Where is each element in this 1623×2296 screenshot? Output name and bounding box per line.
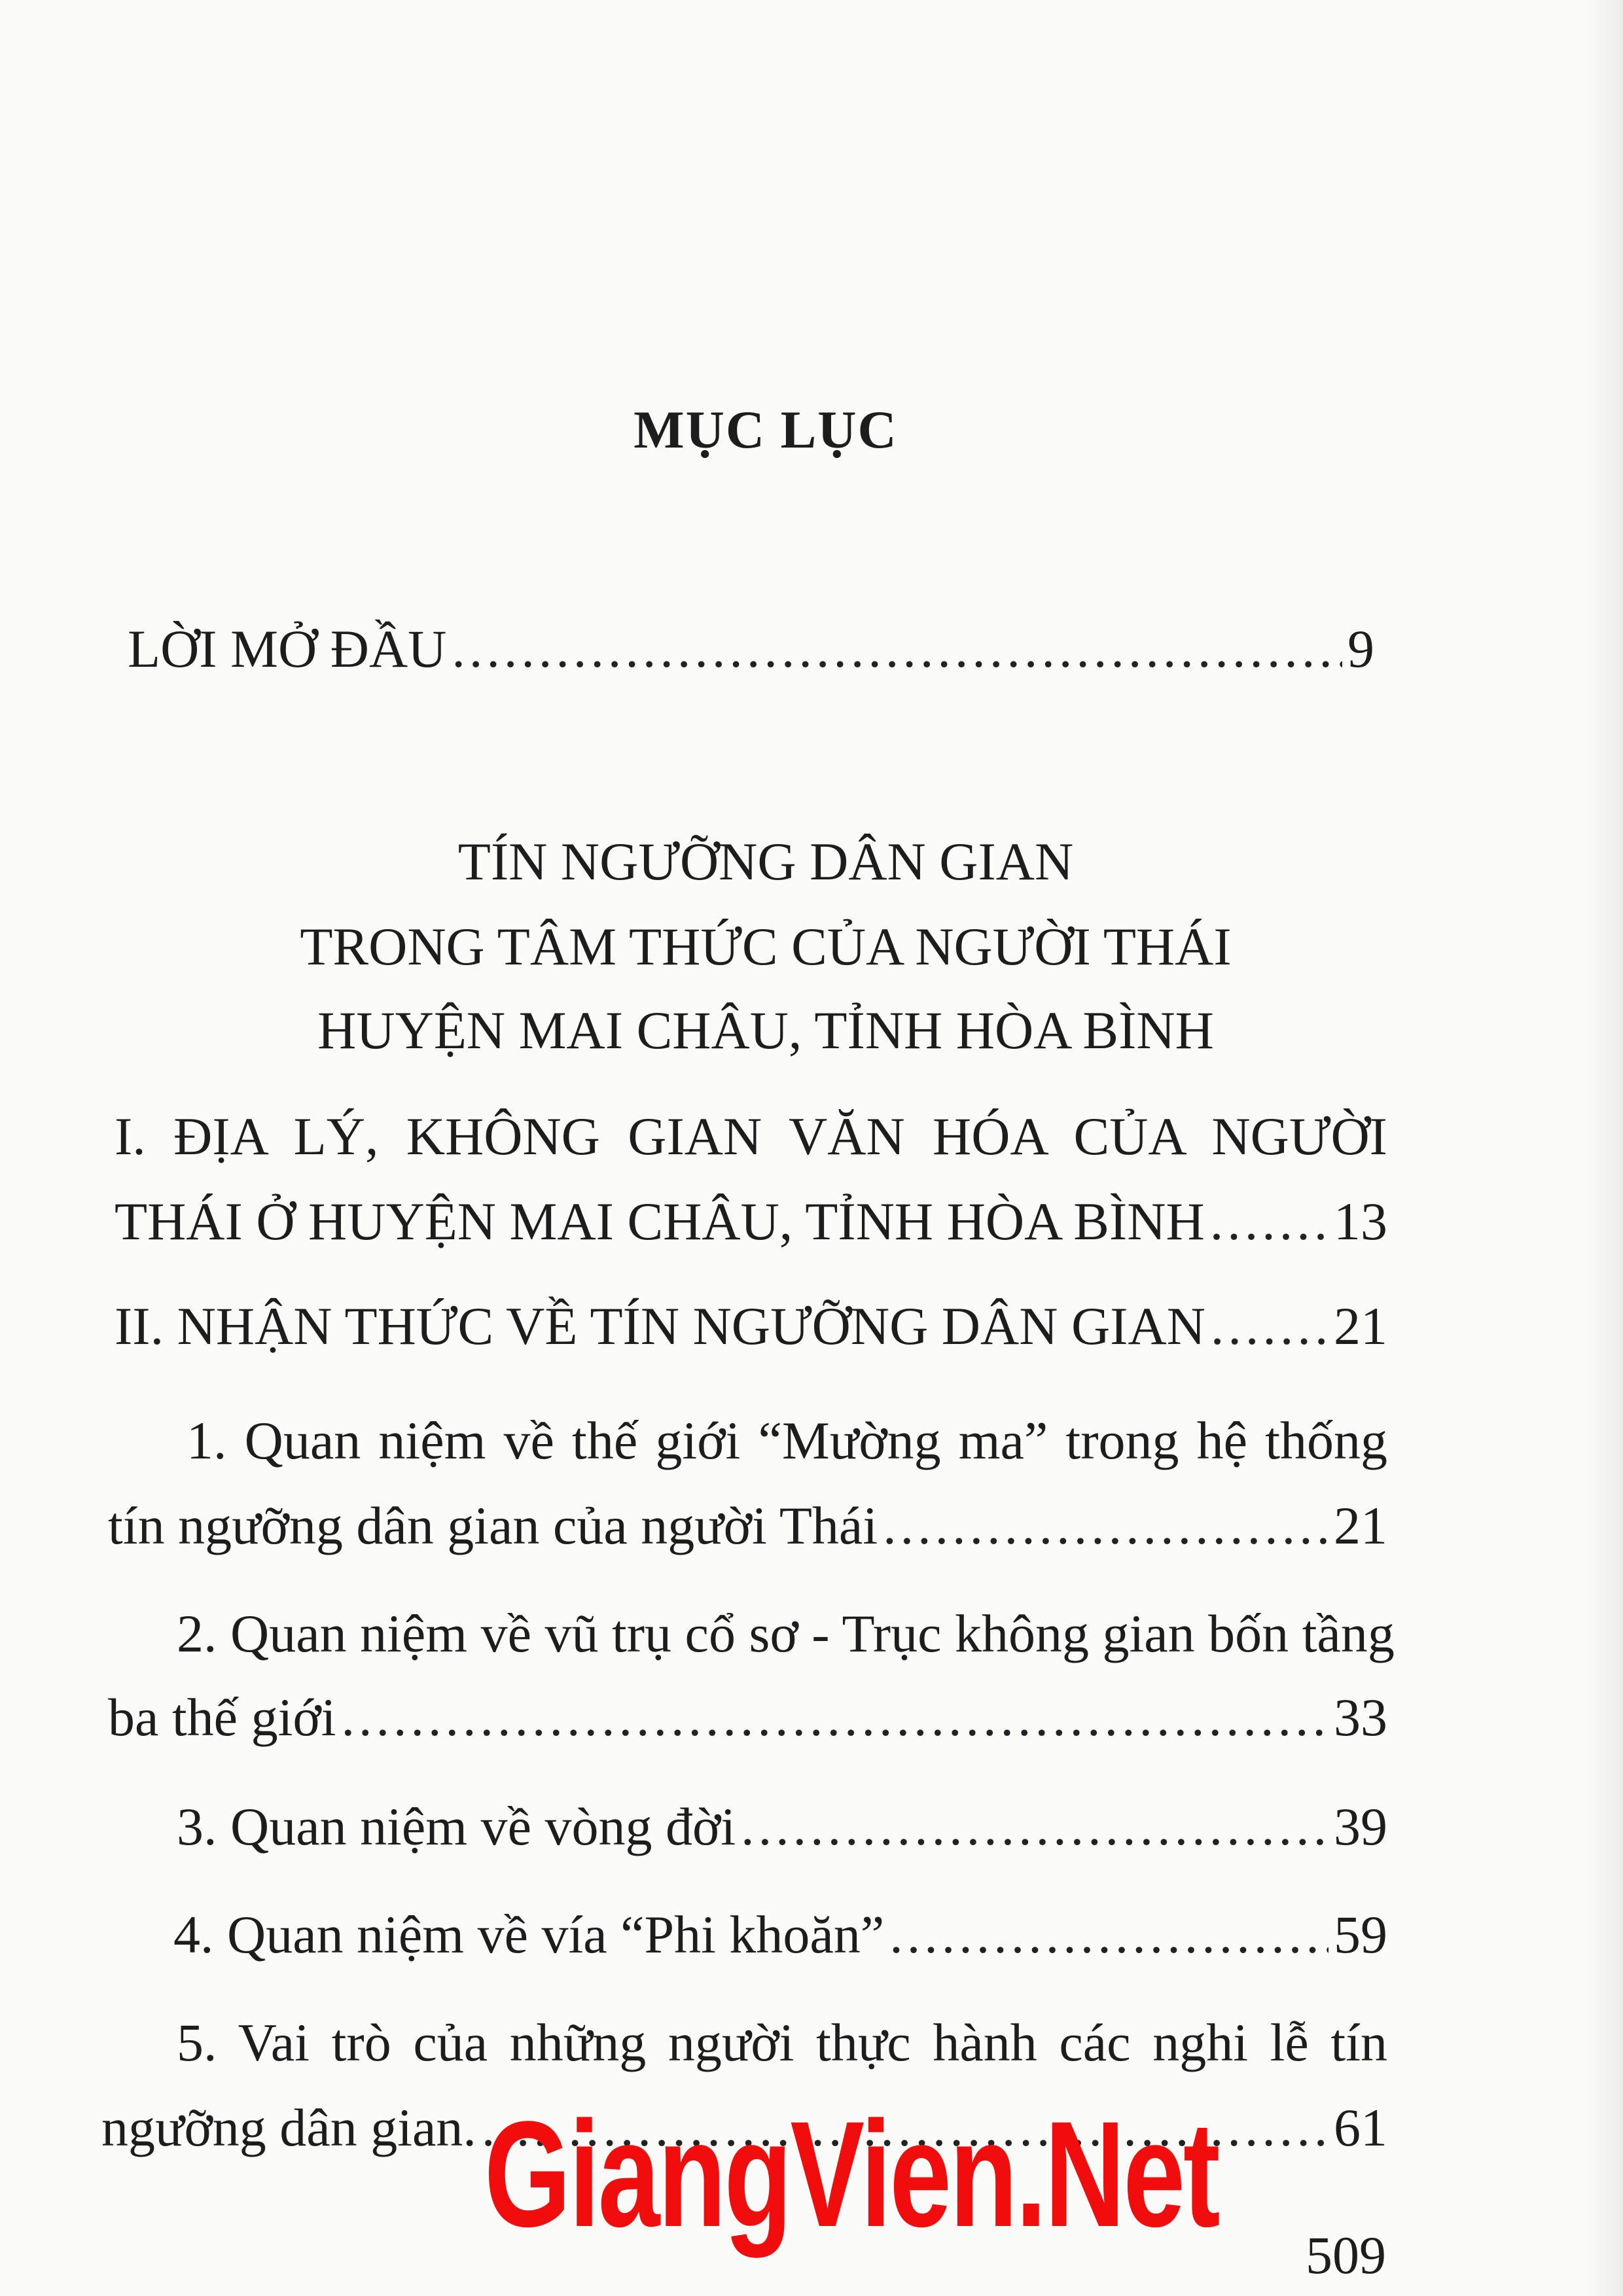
toc-entry-4-line-1[interactable]: 2. Quan niệm về vũ trụ cổ sơ - Trục không gian bốn tầng — [177, 1604, 1395, 1663]
leader-dots — [342, 1687, 1329, 1748]
toc-entry-label: THÁI Ở HUYỆN MAI CHÂU, TỈNH HÒA BÌNH — [115, 1192, 1205, 1251]
toc-page-number: 39 — [1334, 1797, 1387, 1856]
toc-entry-label: II. NHẬN THỨC VỀ TÍN NGƯỠNG DÂN GIAN — [115, 1296, 1205, 1356]
toc-entry-label: LỜI MỞ ĐẦU — [128, 619, 447, 679]
toc-page-number: 21 — [1334, 1296, 1387, 1356]
toc-entry-7-line-1[interactable]: 5. Vai trò của những người thực hành các nghi lễ tín — [177, 2013, 1387, 2072]
toc-entry-1-line-1[interactable]: I. ĐỊA LÝ, KHÔNG GIAN VĂN HÓA CỦA NGƯỜI — [115, 1106, 1387, 1166]
toc-page-number: 61 — [1334, 2098, 1387, 2157]
leader-dots — [1211, 1296, 1329, 1357]
toc-entry-intro[interactable] — [128, 618, 1374, 684]
section-heading-line-1: TÍN NGƯỠNG DÂN GIAN — [457, 832, 1074, 891]
toc-page-number: 21 — [1334, 1496, 1387, 1555]
toc-entry-label: 3. Quan niệm về vòng đời — [177, 1797, 736, 1856]
toc-entry-4[interactable] — [108, 1687, 1387, 1752]
toc-page-number: 33 — [1334, 1687, 1387, 1747]
toc-entry-label: ngưỡng dân gian. — [101, 2098, 476, 2157]
toc-entry-5[interactable] — [177, 1796, 1387, 1862]
toc-entry-3-line-1[interactable]: 1. Quan niệm về thế giới “Mường ma” trong hệ thống — [187, 1411, 1387, 1470]
toc-page-number: 13 — [1334, 1192, 1387, 1251]
page-number: 509 — [1306, 2225, 1386, 2285]
section-heading-line-3: HUYỆN MAI CHÂU, TỈNH HÒA BÌNH — [317, 1000, 1214, 1060]
page-edge-shadow — [1584, 0, 1623, 2296]
section-heading-line-2: TRONG TÂM THỨC CỦA NGƯỜI THÁI — [300, 917, 1232, 976]
toc-entry-3[interactable] — [108, 1495, 1387, 1561]
leader-dots — [883, 1495, 1329, 1557]
leader-dots — [889, 1904, 1329, 1966]
watermark-logo: GiangVien.Net — [484, 2090, 1219, 2258]
toc-page-number: 59 — [1334, 1905, 1387, 1964]
leader-dots — [452, 618, 1342, 680]
leader-dots — [1210, 1191, 1329, 1252]
toc-entry-label: tín ngưỡng dân gian của người Thái — [108, 1496, 878, 1555]
toc-page-number: 9 — [1347, 619, 1374, 679]
toc-entry-label: 4. Quan niệm về vía “Phi khoăn” — [173, 1905, 885, 1964]
toc-entry-label: ba thế giới — [108, 1687, 336, 1747]
toc-entry-6[interactable] — [173, 1904, 1387, 1969]
toc-entry-2[interactable] — [115, 1296, 1387, 1361]
toc-entry-1[interactable] — [115, 1191, 1387, 1256]
leader-dots — [741, 1796, 1329, 1858]
page-title: MỤC LỤC — [633, 400, 898, 459]
